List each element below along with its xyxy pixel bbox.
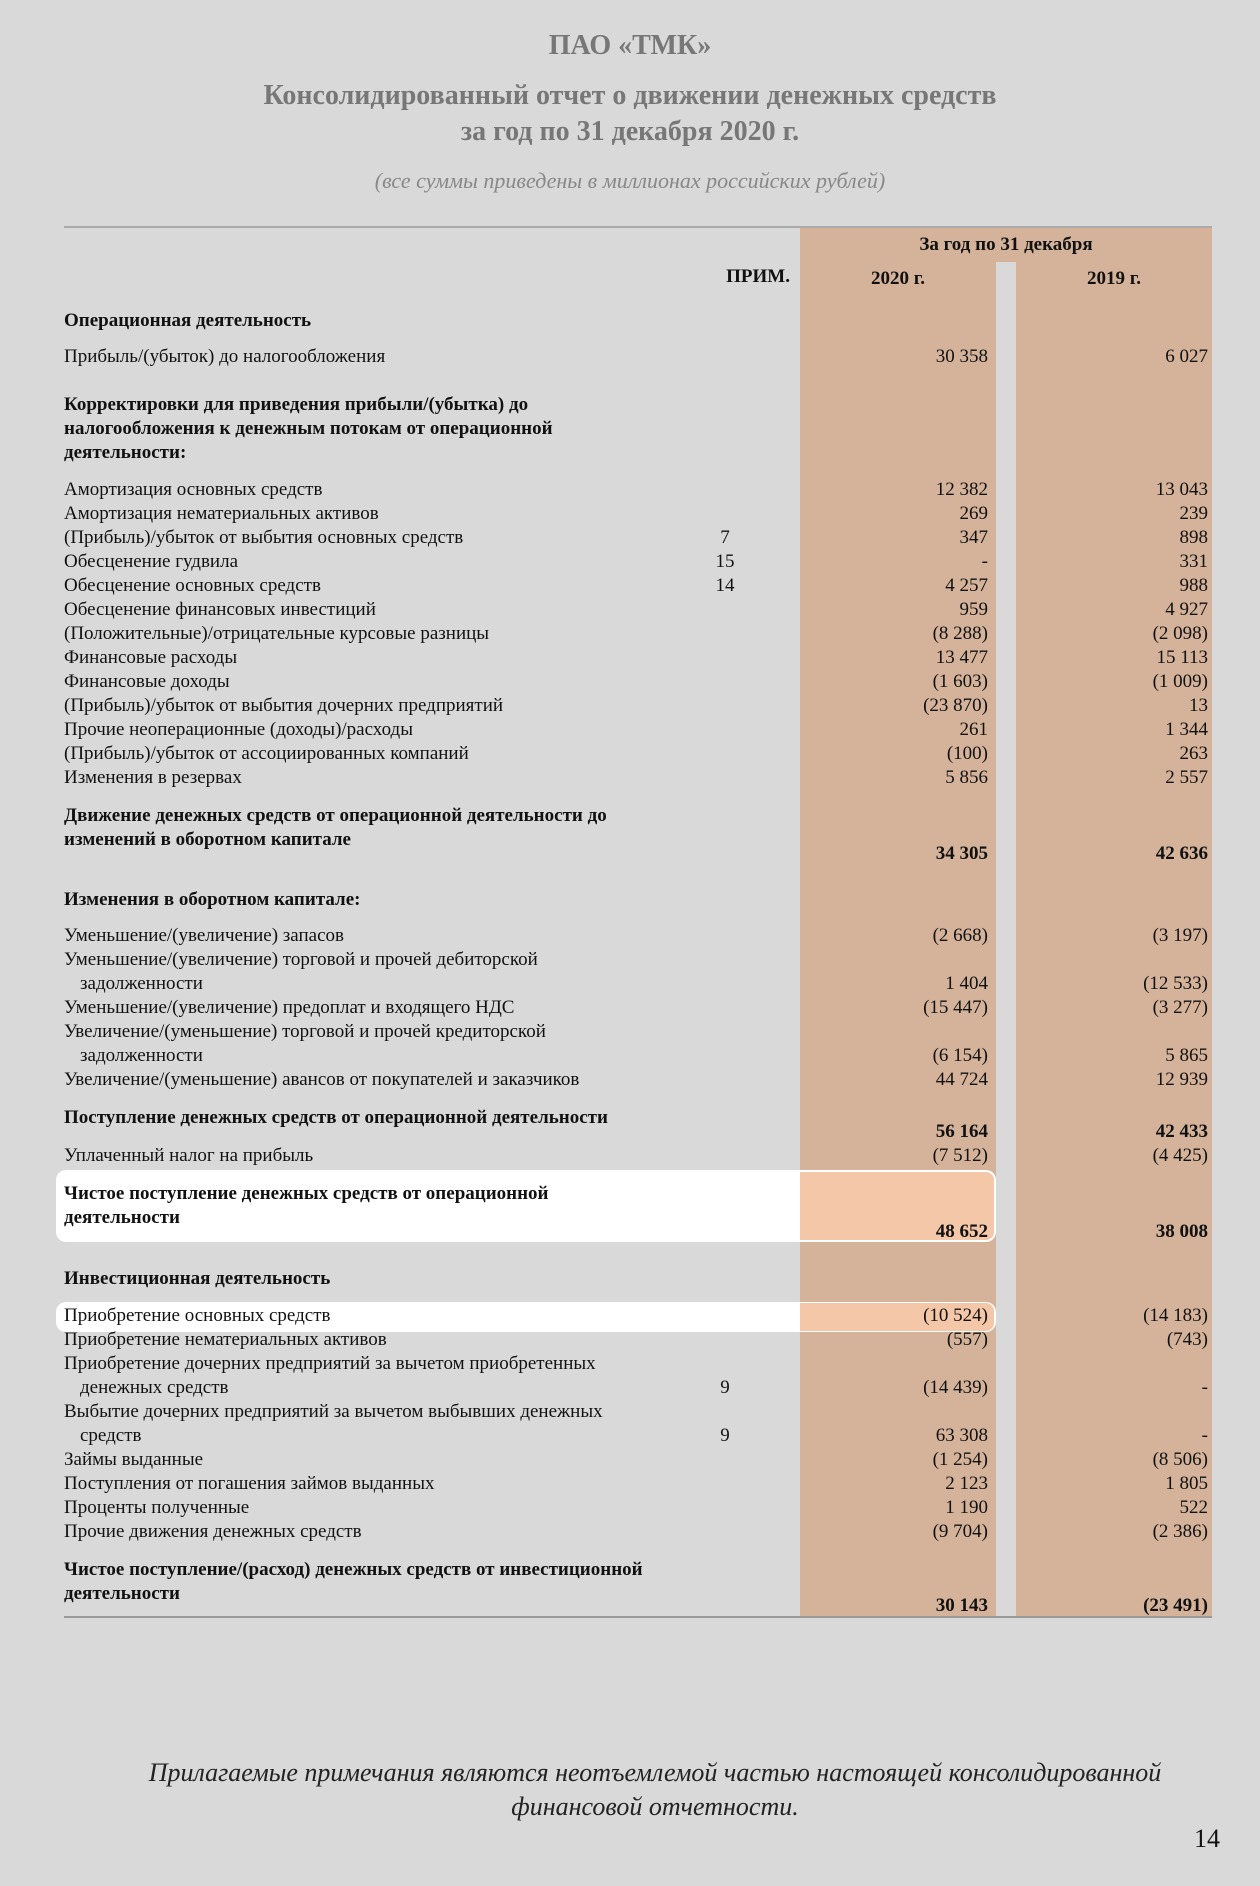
value-2019: 5 865	[1165, 1045, 1208, 1066]
row-label: Амортизация основных средств	[64, 479, 323, 500]
currency-subtitle: (все суммы приведены в миллионах российских рублей)	[374, 168, 886, 193]
value-2020: 269	[959, 503, 988, 524]
value-2019: 12 939	[1155, 1069, 1208, 1090]
row-label: Изменения в резервах	[64, 767, 242, 788]
value-2020: 44 724	[935, 1069, 988, 1090]
row-label: Амортизация нематериальных активов	[64, 503, 379, 524]
note-ref: 7	[720, 527, 730, 548]
row-label: Проценты полученные	[64, 1497, 250, 1518]
value-2019: (8 506)	[1152, 1449, 1208, 1470]
row-label-line2: средств	[80, 1425, 142, 1446]
value-2020: 1 404	[945, 973, 988, 994]
row-label: Финансовые расходы	[64, 647, 238, 668]
row-label: Прочие неоперационные (доходы)/расходы	[64, 719, 413, 740]
value-2020: (10 524)	[923, 1305, 988, 1326]
note-ref: 9	[720, 1425, 730, 1446]
value-2019: (2 386)	[1152, 1521, 1208, 1542]
note-ref: 14	[715, 575, 735, 596]
column-gap	[996, 262, 1016, 1616]
row-label: Поступление денежных средств от операционной деятельности	[64, 1107, 608, 1128]
value-2020: 34 305	[935, 843, 988, 864]
value-2020: 12 382	[935, 479, 988, 500]
value-2020: 30 358	[935, 346, 988, 367]
row-label-line2: налогообложения к денежным потокам от операционной	[64, 418, 553, 439]
table-top-rule	[64, 226, 1212, 228]
value-2020: -	[981, 551, 988, 572]
row-label: Прибыль/(убыток) до налогообложения	[64, 346, 386, 367]
value-2019: (23 491)	[1143, 1595, 1208, 1616]
row-label: Поступления от погашения займов выданных	[64, 1473, 435, 1494]
value-2020: (8 288)	[932, 623, 988, 644]
report-title-line1: Консолидированный отчет о движении денежных средств	[263, 80, 997, 111]
value-2019: 331	[1179, 551, 1208, 572]
year-2020-header: 2020 г.	[871, 268, 925, 289]
value-2019: 1 805	[1165, 1473, 1208, 1494]
value-2020: (14 439)	[923, 1377, 988, 1398]
column-2019-bg	[1016, 228, 1212, 1616]
company-name: ПАО «ТМК»	[548, 30, 712, 61]
value-2019: 988	[1179, 575, 1208, 596]
note-ref: 9	[720, 1377, 730, 1398]
row-label: (Прибыль)/убыток от выбытия дочерних предприятий	[64, 695, 504, 716]
row-label: Приобретение нематериальных активов	[64, 1329, 387, 1350]
row-label-line3: деятельности:	[64, 442, 187, 463]
value-2020: (9 704)	[932, 1521, 988, 1542]
value-2019: 15 113	[1156, 647, 1208, 668]
value-2019: 38 008	[1155, 1221, 1208, 1242]
value-2020: (100)	[946, 743, 988, 764]
value-2019: 522	[1179, 1497, 1208, 1518]
footnote-line2: финансовой отчетности.	[511, 1792, 799, 1821]
row-label: Приобретение основных средств	[64, 1305, 331, 1326]
note-ref: 15	[715, 551, 735, 572]
value-2019: (14 183)	[1143, 1305, 1208, 1326]
value-2019: (1 009)	[1152, 671, 1208, 692]
value-2019: 4 927	[1165, 599, 1208, 620]
value-2019: -	[1201, 1425, 1208, 1446]
year-2019-header: 2019 г.	[1087, 268, 1141, 289]
value-2020: (1 254)	[932, 1449, 988, 1470]
value-2019: 1 344	[1165, 719, 1208, 740]
row-label: Уплаченный налог на прибыль	[64, 1145, 314, 1166]
row-label-line1: Приобретение дочерних предприятий за вычетом приобретенных	[64, 1353, 596, 1374]
value-2019: (743)	[1166, 1329, 1208, 1350]
row-label: Уменьшение/(увеличение) предоплат и входящего НДС	[64, 997, 515, 1018]
row-label: Обесценение финансовых инвестиций	[64, 599, 376, 620]
value-2019: 42 433	[1155, 1121, 1208, 1142]
value-2020: 959	[959, 599, 988, 620]
row-label: Операционная деятельность	[64, 310, 312, 331]
value-2019: -	[1201, 1377, 1208, 1398]
value-2020: (23 870)	[923, 695, 988, 716]
note-column-header: ПРИМ.	[726, 266, 790, 287]
value-2020: 347	[959, 527, 988, 548]
value-2020: (7 512)	[932, 1145, 988, 1166]
row-label: Обесценение основных средств	[64, 575, 321, 596]
value-2019: 2 557	[1165, 767, 1208, 788]
value-2019: (12 533)	[1143, 973, 1208, 994]
report-title-line2: за год по 31 декабря 2020 г.	[460, 116, 800, 147]
row-label: (Положительные)/отрицательные курсовые разницы	[64, 623, 490, 644]
row-label-line2: задолженности	[80, 973, 203, 994]
value-2020: 261	[959, 719, 988, 740]
footnote	[100, 1756, 1210, 1824]
value-2019: 239	[1179, 503, 1208, 524]
row-label-line1: Чистое поступление/(расход) денежных средств от инвестиционной	[64, 1559, 643, 1580]
row-label-line1: Увеличение/(уменьшение) торговой и прочей кредиторской	[64, 1021, 546, 1042]
page-number: 14	[1194, 1824, 1220, 1853]
value-2020: 48 652	[935, 1221, 988, 1242]
value-2020: (15 447)	[923, 997, 988, 1018]
row-label-line2: деятельности	[64, 1583, 180, 1604]
row-label: Обесценение гудвила	[64, 551, 239, 572]
row-label: (Прибыль)/убыток от ассоциированных компаний	[64, 743, 469, 764]
row-label-line1: Движение денежных средств от операционной деятельности до	[64, 805, 607, 826]
row-label: Увеличение/(уменьшение) авансов от покупателей и заказчиков	[64, 1069, 580, 1090]
row-label-line2: денежных средств	[80, 1377, 229, 1398]
row-label-line1: Чистое поступление денежных средств от операционной	[64, 1183, 549, 1204]
value-2019: 13 043	[1155, 479, 1208, 500]
value-2020: (2 668)	[932, 925, 988, 946]
footnote-line1: Прилагаемые примечания являются неотъемлемой частью настоящей консолидированной	[148, 1758, 1162, 1787]
value-2020: (6 154)	[932, 1045, 988, 1066]
value-2019: (2 098)	[1152, 623, 1208, 644]
value-2020: 4 257	[945, 575, 988, 596]
value-2019: 898	[1179, 527, 1208, 548]
row-label: Инвестиционная деятельность	[64, 1268, 331, 1289]
row-label-line1: Уменьшение/(увеличение) торговой и прочей дебиторской	[64, 949, 538, 970]
value-2020: 56 164	[935, 1121, 988, 1142]
row-label: Прочие движения денежных средств	[64, 1521, 362, 1542]
value-2020: (557)	[946, 1329, 988, 1350]
row-label-line2: деятельности	[64, 1207, 180, 1228]
value-2019: (3 197)	[1152, 925, 1208, 946]
period-header: За год по 31 декабря	[919, 234, 1093, 255]
row-label-line1: Выбытие дочерних предприятий за вычетом выбывших денежных	[64, 1401, 603, 1422]
value-2020: 5 856	[945, 767, 988, 788]
value-2020: 13 477	[935, 647, 988, 668]
row-label-line2: изменений в оборотном капитале	[64, 829, 351, 850]
value-2019: (4 425)	[1152, 1145, 1208, 1166]
column-2020-bg	[800, 228, 996, 1616]
row-label: Уменьшение/(увеличение) запасов	[64, 925, 344, 946]
value-2019: (3 277)	[1152, 997, 1208, 1018]
row-label: Займы выданные	[64, 1449, 204, 1470]
value-2020: 30 143	[935, 1595, 988, 1616]
row-label-line2: задолженности	[80, 1045, 203, 1066]
value-2020: 1 190	[945, 1497, 988, 1518]
row-label-line1: Корректировки для приведения прибыли/(убытка) до	[64, 394, 529, 415]
row-label: Изменения в оборотном капитале:	[64, 889, 361, 910]
value-2019: 42 636	[1155, 843, 1208, 864]
row-label: (Прибыль)/убыток от выбытия основных средств	[64, 527, 464, 548]
value-2020: 2 123	[945, 1473, 988, 1494]
value-2020: (1 603)	[932, 671, 988, 692]
value-2020: 63 308	[935, 1425, 988, 1446]
table-bottom-rule	[64, 1616, 1212, 1618]
value-2019: 6 027	[1165, 346, 1208, 367]
value-2019: 13	[1189, 695, 1208, 716]
row-label: Финансовые доходы	[64, 671, 230, 692]
value-2019: 263	[1179, 743, 1208, 764]
